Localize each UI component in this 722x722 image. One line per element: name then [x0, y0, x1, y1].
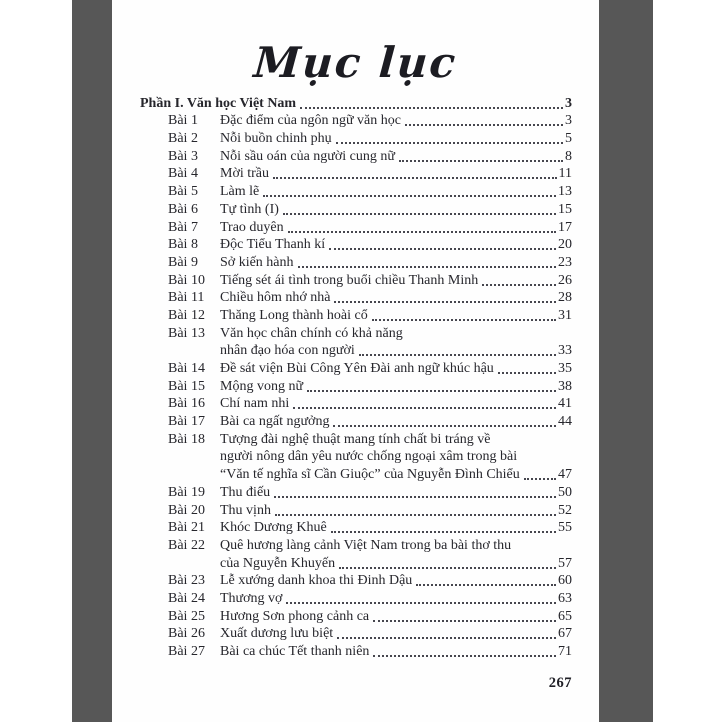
lesson-title: của Nguyễn Khuyến: [220, 555, 336, 571]
dot-leader: [498, 372, 556, 374]
left-background-strip: [72, 0, 112, 722]
dot-leader: [307, 390, 556, 392]
lesson-page-number: 3: [565, 113, 572, 129]
section-page-number: 3: [565, 95, 572, 111]
lesson-number: Bài 16: [168, 396, 205, 412]
lesson-number: Bài 10: [168, 272, 205, 288]
toc-entry-line: [140, 218, 572, 236]
toc-entry-line: [140, 129, 572, 147]
toc-entry-line: [140, 342, 572, 360]
lesson-number: Bài 18: [168, 431, 205, 447]
lesson-title: Độc Tiểu Thanh kí: [220, 237, 326, 253]
lesson-page-number: 65: [558, 608, 572, 624]
lesson-title: Thương vợ: [220, 590, 283, 606]
toc-entry-line: [140, 147, 572, 165]
dot-leader: [333, 425, 556, 427]
lesson-page-number: 71: [558, 644, 572, 659]
dot-leader: [482, 284, 556, 286]
toc-entry-line: [140, 182, 572, 200]
lesson-page-number: 44: [558, 414, 572, 430]
lesson-page-number: 38: [558, 378, 572, 394]
toc-entry-line: [140, 465, 572, 483]
dot-leader: [331, 531, 556, 533]
lesson-title: Tiếng sét ái tình trong buổi chiều Thanh Minh: [220, 272, 479, 288]
lesson-page-number: 41: [558, 396, 572, 412]
dot-leader: [336, 142, 563, 144]
lesson-number: Bài 8: [168, 237, 198, 253]
lesson-title: Đề sát viện Bùi Công Yên Đài anh ngữ khúc hậu: [220, 361, 494, 376]
lesson-page-number: 52: [558, 502, 572, 518]
lesson-number: Bài 3: [168, 148, 198, 164]
dot-leader: [339, 567, 556, 569]
dot-leader: [283, 213, 556, 215]
toc-entry-line: [140, 236, 572, 254]
lesson-number: Bài 27: [168, 644, 205, 659]
lesson-title: Thu điếu: [220, 484, 271, 500]
lesson-title: “Văn tế nghĩa sĩ Cần Giuộc” của Nguyễn Đình Chiểu: [220, 467, 520, 483]
dot-leader: [416, 584, 556, 586]
dot-leader: [300, 107, 563, 109]
lesson-page-number: 13: [558, 184, 572, 200]
lesson-page-number: 15: [558, 201, 572, 217]
lesson-page-number: 60: [558, 573, 572, 589]
lesson-title: Nỗi sầu oán của người cung nữ: [220, 148, 395, 164]
toc-entry-line: [140, 112, 572, 130]
lesson-number: Bài 20: [168, 502, 205, 518]
lesson-title: Sở kiến hành: [220, 254, 294, 270]
lesson-title: Bài ca chúc Tết thanh niên: [220, 644, 370, 659]
lesson-page-number: 50: [558, 484, 572, 500]
lesson-title: Thu vịnh: [220, 502, 271, 518]
lesson-number: Bài 24: [168, 590, 205, 606]
lesson-number: Bài 1: [168, 113, 198, 129]
lesson-page-number: 5: [565, 131, 572, 147]
dot-leader: [373, 655, 556, 657]
lesson-title: Quê hương làng cảnh Việt Nam trong ba bài thơ thu: [220, 537, 512, 553]
toc-entry-line: [140, 589, 572, 607]
lesson-page-number: 31: [558, 307, 572, 323]
lesson-number: Bài 15: [168, 378, 205, 394]
lesson-title: Đặc điểm của ngôn ngữ văn học: [220, 113, 401, 129]
toc-entry-line: [140, 165, 572, 183]
toc-entry-line: [140, 253, 572, 271]
lesson-number: Bài 21: [168, 520, 205, 536]
lesson-number: Bài 7: [168, 219, 198, 235]
lesson-title: nhân đạo hóa con người: [220, 343, 355, 359]
lesson-number: Bài 26: [168, 626, 205, 642]
lesson-page-number: 57: [558, 555, 572, 571]
toc-entry-line: [140, 642, 572, 660]
lesson-page-number: 17: [558, 219, 572, 235]
lesson-page-number: 20: [558, 237, 572, 253]
toc-entry-line: [140, 395, 572, 413]
toc-entry-line: [140, 306, 572, 324]
lesson-title: Tượng đài nghệ thuật mang tính chất bi tráng về: [220, 431, 491, 447]
dot-leader: [293, 407, 556, 409]
lesson-number: Bài 5: [168, 184, 198, 200]
section-label: Phần I. Văn học Việt Nam: [140, 95, 297, 111]
toc-section-row: [140, 94, 572, 112]
right-background-strip: [599, 0, 653, 722]
lesson-title: Mời trầu: [220, 166, 270, 182]
toc-entry-line: [140, 448, 572, 466]
toc-entry-line: [140, 430, 572, 448]
dot-leader: [273, 177, 557, 179]
lesson-title: Mộng vong nữ: [220, 378, 304, 394]
toc-entries: [140, 112, 572, 660]
dot-leader: [524, 478, 556, 480]
lesson-page-number: 26: [558, 272, 572, 288]
lesson-number: Bài 13: [168, 325, 205, 341]
lesson-number: Bài 4: [168, 166, 198, 182]
lesson-number: Bài 17: [168, 414, 205, 430]
lesson-page-number: 8: [565, 148, 572, 164]
toc-entry-line: [140, 377, 572, 395]
toc-entry-line: [140, 607, 572, 625]
lesson-number: Bài 6: [168, 201, 198, 217]
lesson-number: Bài 12: [168, 307, 205, 323]
lesson-number: Bài 23: [168, 573, 205, 589]
book-page: [112, 0, 599, 722]
lesson-number: Bài 2: [168, 131, 198, 147]
dot-leader: [263, 195, 556, 197]
lesson-title: Lễ xướng danh khoa thi Đinh Dậu: [220, 573, 413, 589]
toc-entry-line: [140, 200, 572, 218]
toc-entry-line: [140, 625, 572, 643]
lesson-title: Trao duyên: [220, 219, 284, 235]
dot-leader: [286, 602, 556, 604]
toc-entry-line: [140, 412, 572, 430]
lesson-title: Hương Sơn phong cảnh ca: [220, 608, 370, 624]
lesson-number: Bài 14: [168, 361, 205, 376]
lesson-title: Nỗi buồn chinh phụ: [220, 131, 332, 147]
toc-entry-line: [140, 501, 572, 519]
toc-entry-line: [140, 324, 572, 342]
dot-leader: [359, 354, 556, 356]
dot-leader: [288, 231, 556, 233]
table-of-contents: [140, 94, 572, 660]
dot-leader: [329, 248, 556, 250]
toc-entry-line: [140, 483, 572, 501]
lesson-page-number: 23: [558, 254, 572, 270]
toc-entry-line: [140, 289, 572, 307]
dot-leader: [298, 266, 556, 268]
toc-entry-line: [140, 519, 572, 537]
lesson-page-number: 47: [558, 467, 572, 483]
lesson-title: Bài ca ngất ngưởng: [220, 414, 330, 430]
dot-leader: [334, 301, 556, 303]
dot-leader: [405, 124, 563, 126]
lesson-number: Bài 25: [168, 608, 205, 624]
lesson-title: Thăng Long thành hoài cổ: [220, 307, 368, 323]
lesson-number: Bài 22: [168, 537, 205, 553]
lesson-page-number: 28: [558, 290, 572, 306]
dot-leader: [337, 637, 556, 639]
lesson-page-number: 11: [558, 166, 572, 182]
dot-leader: [373, 620, 556, 622]
dot-leader: [275, 514, 556, 516]
folio-page-number: 267: [548, 675, 572, 691]
lesson-page-number: 63: [558, 590, 572, 606]
dot-leader: [274, 496, 556, 498]
lesson-number: Bài 11: [168, 290, 205, 306]
toc-entry-line: [140, 572, 572, 590]
toc-entry-line: [140, 271, 572, 289]
lesson-number: Bài 19: [168, 484, 205, 500]
lesson-title: Chiều hôm nhớ nhà: [220, 290, 331, 306]
lesson-title: Chí nam nhi: [220, 396, 290, 412]
lesson-title: Làm lẽ: [220, 184, 260, 200]
dot-leader: [372, 319, 556, 321]
lesson-number: Bài 9: [168, 254, 198, 270]
lesson-page-number: 33: [558, 343, 572, 359]
lesson-page-number: 35: [558, 361, 572, 376]
lesson-title: Xuất dương lưu biệt: [220, 626, 334, 642]
toc-entry-line: [140, 536, 572, 554]
lesson-page-number: 55: [558, 520, 572, 536]
dot-leader: [399, 160, 563, 162]
lesson-title: Tự tình (I): [220, 201, 279, 217]
lesson-title: Khóc Dương Khuê: [220, 520, 327, 536]
page-title: Mục lục: [252, 38, 459, 87]
toc-entry-line: [140, 554, 572, 572]
lesson-page-number: 67: [558, 626, 572, 642]
lesson-title: Văn học chân chính có khả năng: [220, 325, 403, 341]
lesson-title: người nông dân yêu nước chống ngoại xâm trong bài: [220, 449, 518, 465]
toc-entry-line: [140, 359, 572, 377]
